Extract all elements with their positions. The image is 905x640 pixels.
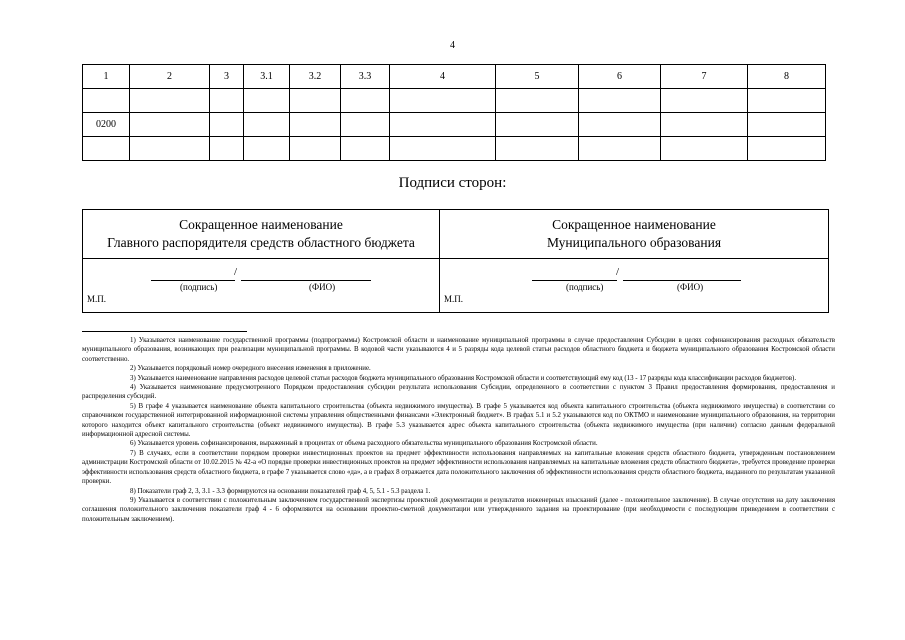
table-cell	[341, 113, 390, 137]
footnotes-separator	[82, 331, 247, 332]
table-cell	[130, 89, 210, 113]
right-name-line	[623, 280, 741, 281]
table-header-cell: 8	[748, 65, 826, 89]
table-cell	[341, 137, 390, 161]
table-cell	[748, 89, 826, 113]
table-cell	[390, 89, 496, 113]
table-row	[83, 113, 826, 137]
table-cell	[244, 113, 290, 137]
table-cell	[130, 137, 210, 161]
left-slash: /	[234, 266, 238, 278]
table-cell	[244, 137, 290, 161]
footnote: 6) Указывается уровень софинансирования, выраженный в процентах от объема расходного обязательства муниципального образования Костромской области.	[130, 440, 598, 448]
table-cell	[748, 137, 826, 161]
right-party-name	[440, 216, 828, 252]
table-header-cell: 6	[579, 65, 661, 89]
table-header-cell: 3.3	[341, 65, 390, 89]
footnote: 7) В случаях, если в соответствии порядком проверки инвестиционных проектов на предмет эффективности использования направляемых на капитальные вложения средств областного бюджета, утвержденным постановлением администрации Костромской области от 10.02.2015 № 42-а «О порядке проверки инвестиционных проектов на предмет эффективности использования направляемых на капитальные вложения средств областного бюджета», требуется проведение проверки эффективности использования средств областного бюджета, в графе 7 указывается слово «да», а в графах 8 отражается дата положительного заключения об эффективности использования средств областного бюджета, выданного по результатам указанной проверки.	[82, 449, 835, 486]
table-cell	[210, 113, 244, 137]
table-cell	[390, 137, 496, 161]
table-cell	[496, 89, 579, 113]
table-cell	[390, 113, 496, 137]
table-cell	[496, 137, 579, 161]
left-party-line2: Главного распорядителя средств областного бюджета	[107, 235, 415, 250]
left-name-label: (ФИО)	[309, 282, 336, 292]
left-party-line1: Сокращенное наименование	[179, 217, 343, 232]
left-signature-line	[151, 280, 235, 281]
table-cell	[661, 137, 748, 161]
table-header-cell: 7	[661, 65, 748, 89]
footnotes	[82, 336, 835, 524]
table-row	[83, 137, 826, 161]
signatures-box	[82, 209, 829, 313]
table-cell	[210, 137, 244, 161]
table-cell	[579, 137, 661, 161]
left-seal-label: М.П.	[87, 294, 107, 304]
table-cell	[579, 113, 661, 137]
right-party-line1: Сокращенное наименование	[552, 217, 716, 232]
left-name-line	[241, 280, 371, 281]
left-party-name	[83, 216, 439, 252]
table-cell	[579, 89, 661, 113]
table-header-cell: 2	[130, 65, 210, 89]
table-header-cell: 1	[83, 65, 130, 89]
table-cell	[341, 89, 390, 113]
table-cell	[496, 113, 579, 137]
table-cell	[244, 89, 290, 113]
table-cell	[290, 89, 341, 113]
table-header-cell: 4	[390, 65, 496, 89]
table-header-cell: 5	[496, 65, 579, 89]
table-cell	[748, 113, 826, 137]
right-slash: /	[616, 266, 620, 278]
table-cell	[210, 89, 244, 113]
table-cell	[661, 89, 748, 113]
right-seal-label: М.П.	[444, 294, 464, 304]
table-row	[83, 89, 826, 113]
table-cell	[290, 113, 341, 137]
left-signature-label: (подпись)	[180, 282, 218, 292]
page-number: 4	[450, 40, 455, 51]
footnote: 1) Указывается наименование государственной программы (подпрограммы) Костромской области и наименование муниципальной программы в случае предоставления Субсидии в целях софинансирования расходных обязательств муниципального образования, возникающих при реализации муниципальной программы. В кодовой части указываются 4 и 5 разряды кода целевой статьи расходов областного бюджета и бюджета муниципального образования Костромской области соответственно.	[82, 337, 835, 363]
footnote: 8) Показатели граф 2, 3, 3.1 - 3.3 формируются на основании показателей граф 4, 5, 5.1 - 5.3 раздела 1.	[130, 487, 431, 495]
data-table	[82, 64, 826, 161]
table-cell	[83, 137, 130, 161]
table-header-cell: 3.1	[244, 65, 290, 89]
table-header-row	[83, 65, 826, 89]
footnote: 2) Указывается порядковый номер очередного внесения изменения в приложение.	[130, 365, 371, 373]
footnote: 4) Указывается наименование предусмотренного Порядком предоставления субсидии результата использования Субсидии, определенного в соответствии с пунктом 3 Правил предоставления формирования, предоставления и распределения субсидий.	[82, 384, 835, 401]
table-cell	[83, 89, 130, 113]
table-cell: 0200	[83, 113, 130, 137]
table-header-cell: 3.2	[290, 65, 341, 89]
table-header-cell: 3	[210, 65, 244, 89]
table-cell	[661, 113, 748, 137]
right-name-label: (ФИО)	[677, 282, 704, 292]
right-party-line2: Муниципального образования	[546, 235, 722, 250]
footnote: 3) Указывается наименование направления расходов целевой статьи расходов бюджета муниципального образования Костромской области и соответствующий ему код (13 - 17 разряды кода классификации расходов бюджетов).	[130, 374, 797, 382]
table-cell	[130, 113, 210, 137]
signatures-title: Подписи сторон:	[398, 175, 507, 191]
right-signature-label: (подпись)	[566, 282, 604, 292]
footnote: 5) В графе 4 указывается наименование объекта капитального строительства (объекта недвижимого имущества). В графе 5 указывается код объекта капитального строительства (объекта недвижимого имущества) в соответствии со справочником государственной интегрированной информационной системы управления общественными финансами «Электронный бюджет». В графах 5.1 и 5.2 указываются код по ОКТМО и наименование муниципального образования, на территории которого находится объект капитального строительства (объект недвижимого имущества). В графе 5.3 указывается адрес объекта капитального строительства (объекта недвижимого имущества (при наличии) согласно данным федеральной информационной адресной системы.	[82, 402, 835, 439]
right-signature-line	[532, 280, 617, 281]
row-divider	[83, 258, 828, 259]
table-cell	[290, 137, 341, 161]
footnote: 9) Указывается в соответствии с положительным заключением государственной экспертизы проектной документации и результатов инженерных изысканий (далее - положительное заключение). В случае отсутствия на дату заключения соглашения положительного заключения показатели граф 4 - 6 оформляются на основании проектно-сметной документации или утвержденного задания на проектирование (при необходимости с последующим приведением в соответствии с положительным заключением).	[82, 496, 835, 523]
